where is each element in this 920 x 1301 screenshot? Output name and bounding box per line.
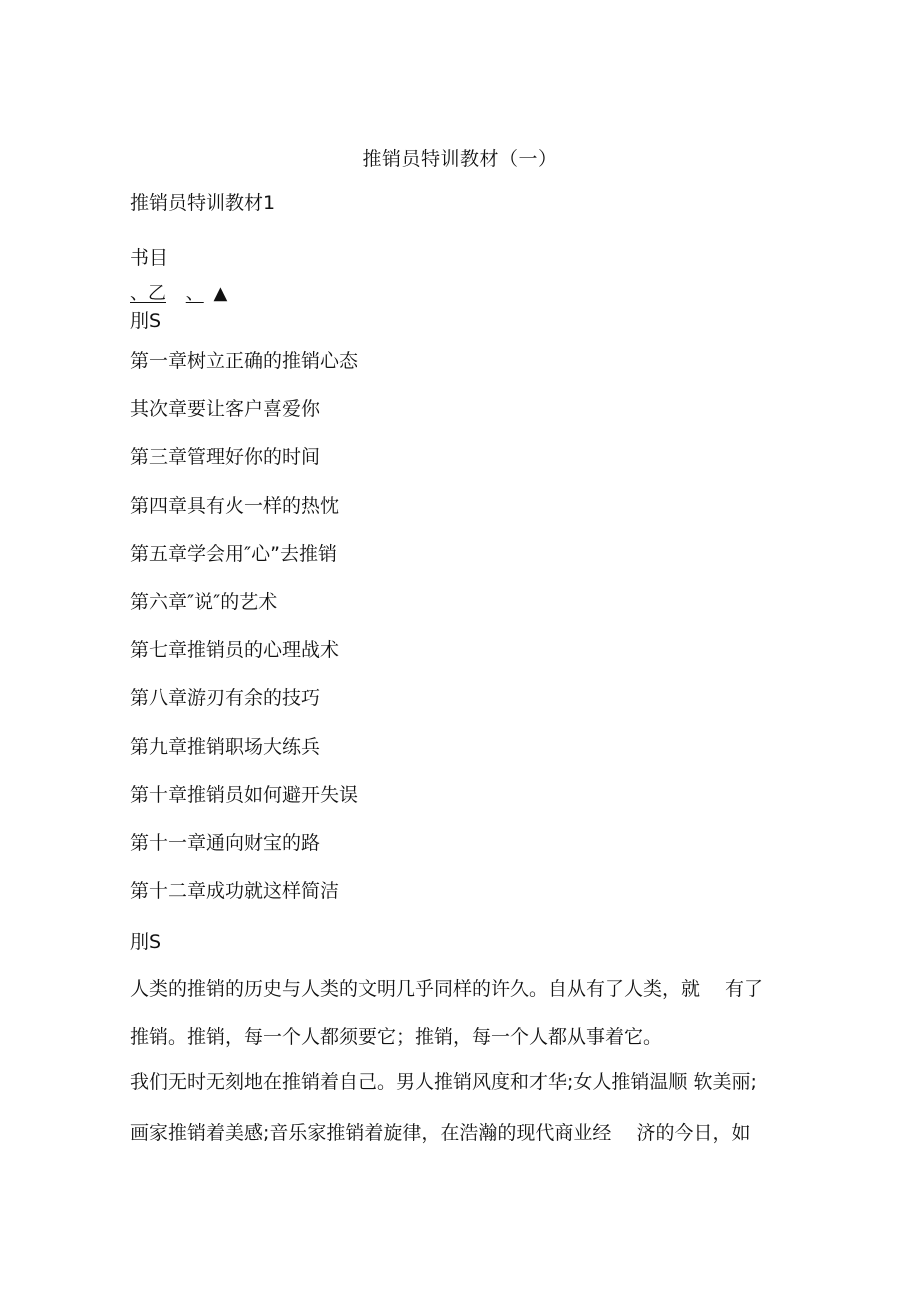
chapter-item: 第九章推销职场大练兵	[130, 735, 321, 758]
chapter-item: 第十一章通向财宝的路	[130, 831, 321, 854]
garbled-fragment-1: 、乙	[130, 283, 166, 304]
paragraph-line: 人类的推销的历史与人类的文明几乎同样的许久。自从有了人类，就 有了	[130, 978, 764, 1000]
chapter-item: 第十二章成功就这样简洁	[130, 880, 340, 903]
chapter-item: 第六章″说″的艺术	[130, 590, 278, 613]
paragraph-line: 画家推销着美感;音乐家推销着旋律，在浩瀚的现代商业经 济的今日，如	[130, 1122, 751, 1144]
paragraph-line: 推销。推销，每一个人都须要它；推销，每一个人都从事着它。	[130, 1026, 663, 1048]
toc-heading: 书目	[130, 247, 169, 269]
document-subtitle: 推销员特训教材1	[130, 192, 276, 214]
chapter-item: 第一章树立正确的推销心态	[130, 350, 359, 372]
chapter-item: 第五章学会用″心”去推销	[130, 542, 337, 565]
chapter-item: 第八章游刃有余的技巧	[130, 687, 321, 710]
chapter-item: 第七章推销员的心理战术	[130, 639, 340, 662]
document-title: 推销员特训教材（一）	[362, 148, 558, 170]
chapter-item: 其次章要让客户喜爱你	[130, 398, 321, 421]
preface-label: 刖S	[130, 310, 162, 332]
chapter-item: 第十章推销员如何避开失误	[130, 783, 359, 806]
chapter-item: 第三章管理好你的时间	[130, 446, 321, 469]
preface-heading: 刖S	[130, 931, 162, 953]
paragraph-line: 我们无时无刻地在推销着自己。男人推销风度和才华;女人推销温顺 软美丽;	[130, 1071, 757, 1093]
chapter-item: 第四章具有火一样的热忱	[130, 494, 340, 517]
chapter-list	[130, 348, 358, 926]
garbled-ocr-line	[130, 283, 227, 305]
garbled-fragment-2: 、	[185, 283, 204, 304]
triangle-icon: ▲	[213, 283, 228, 304]
